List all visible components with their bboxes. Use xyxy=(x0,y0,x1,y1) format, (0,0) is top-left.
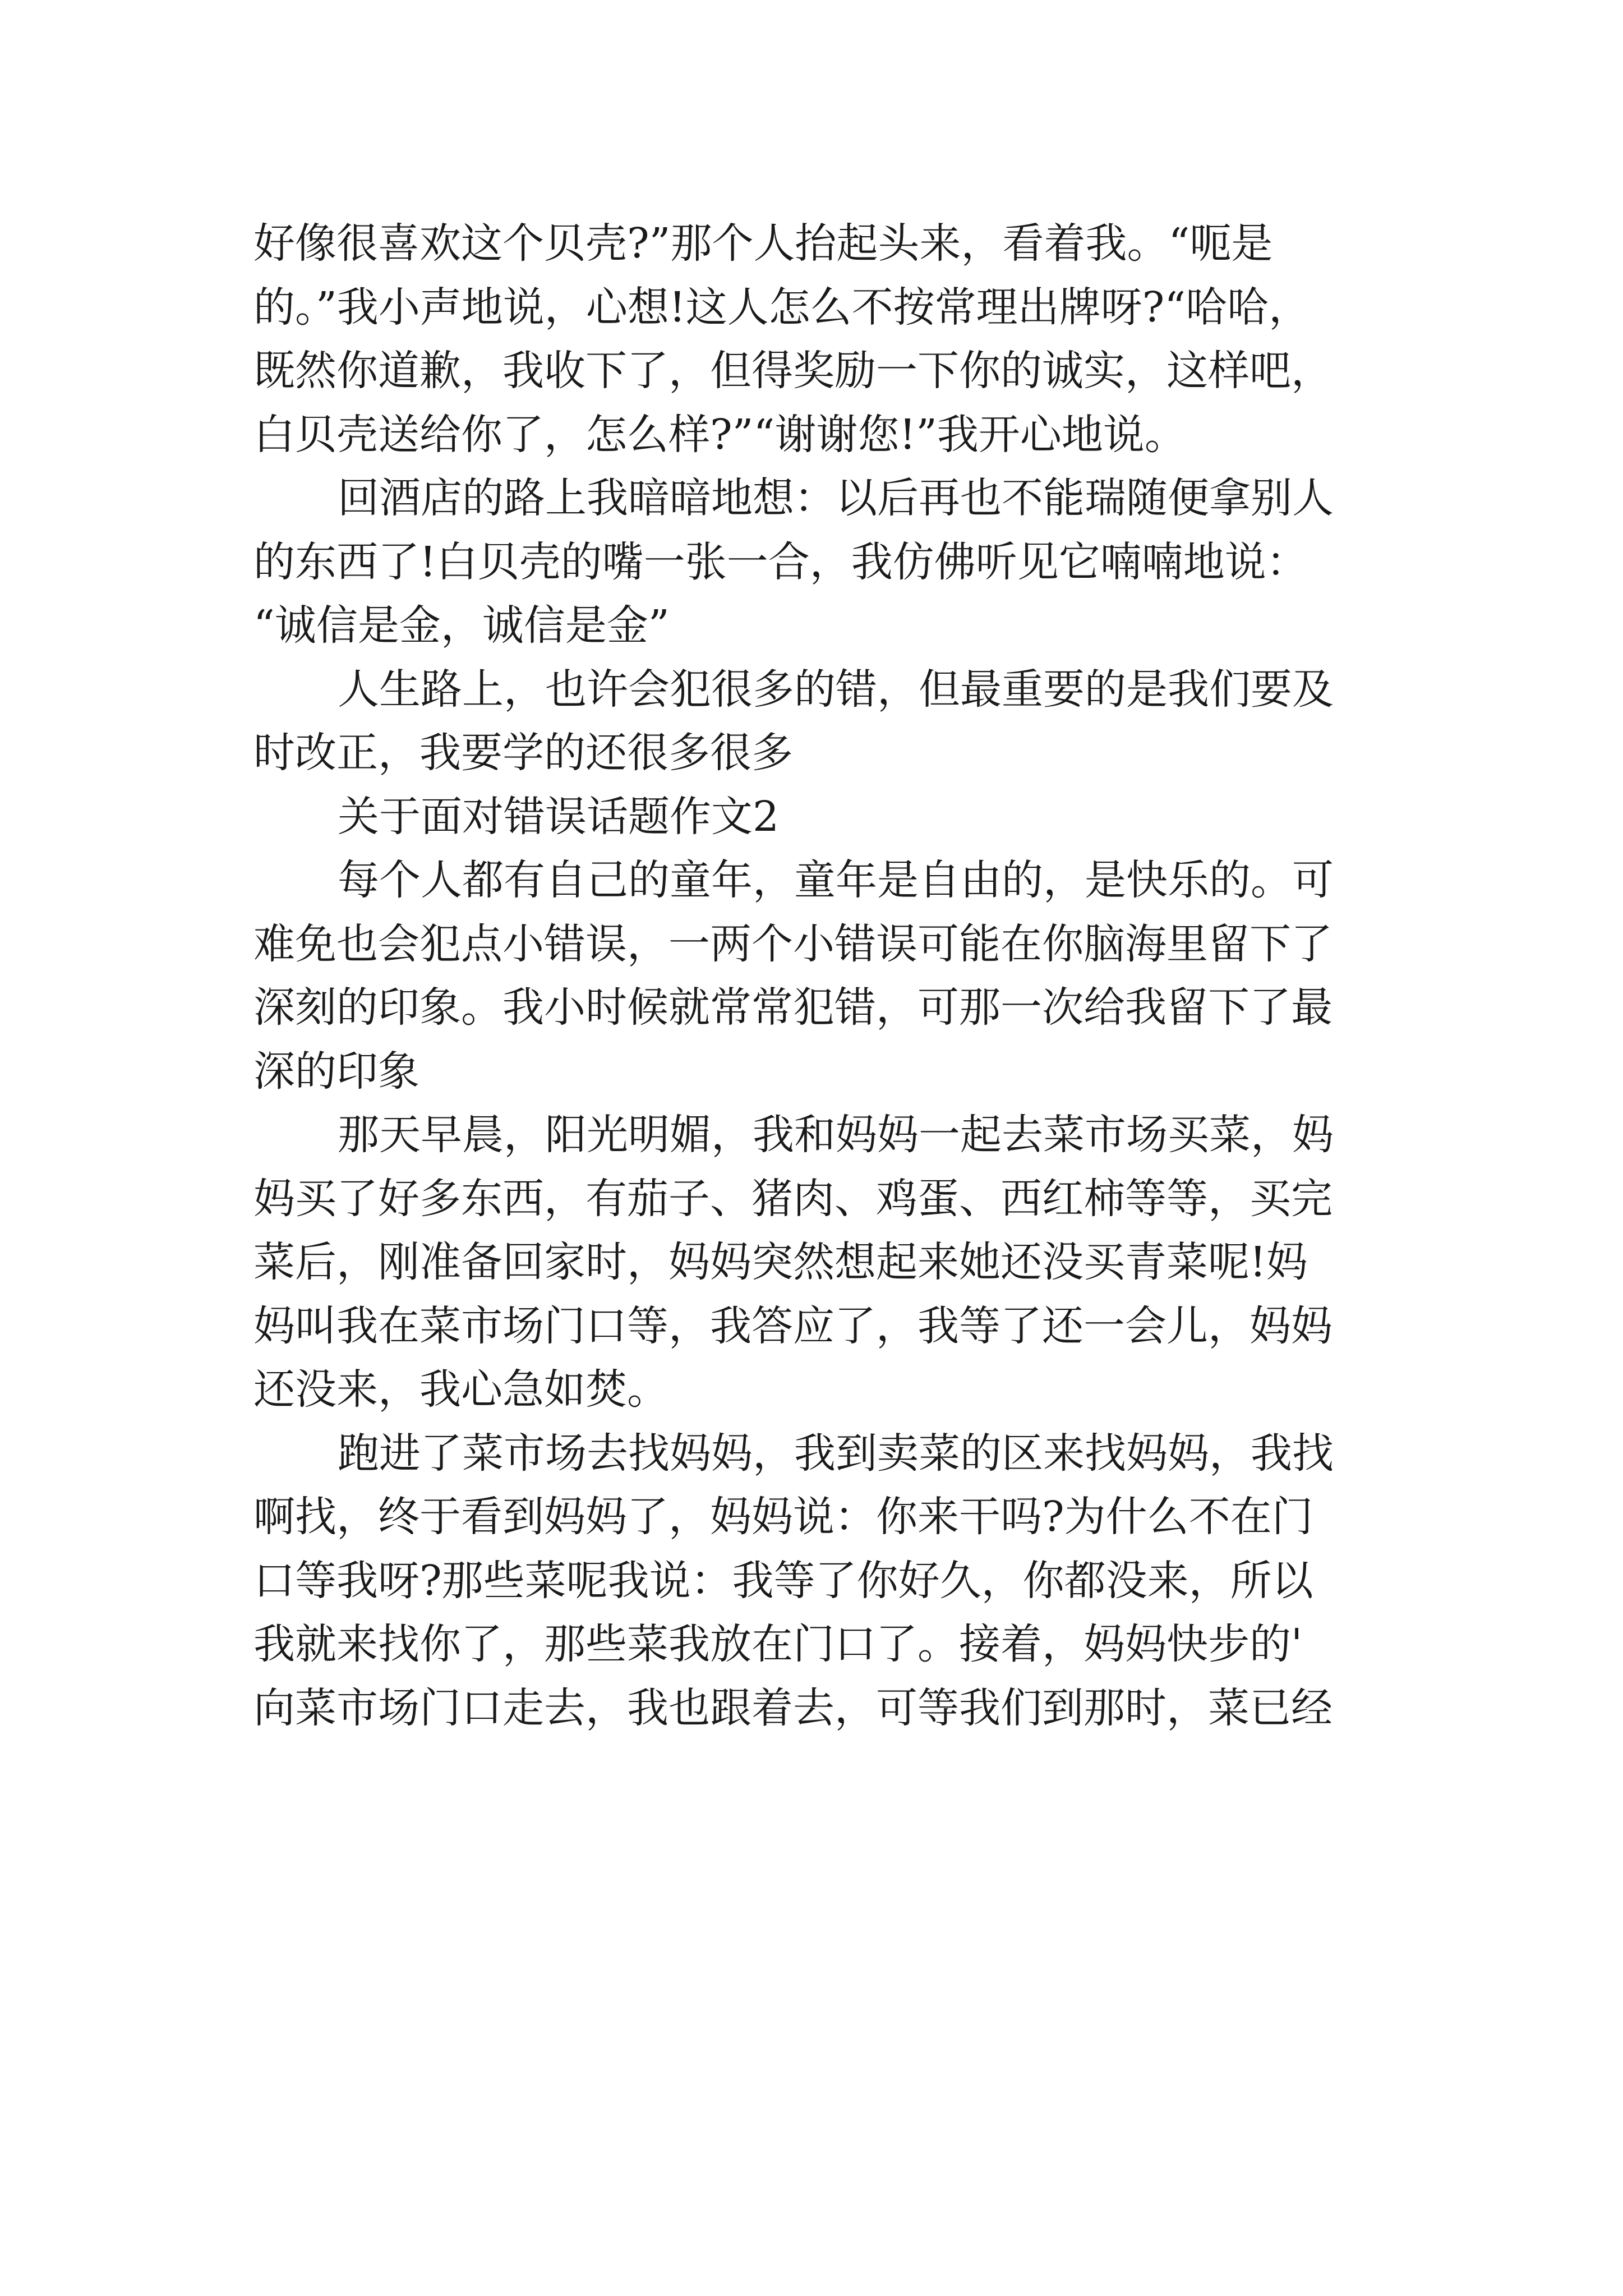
text-line: 妈买了好多东西，有茄子、猪肉、鸡蛋、西红柿等等，买完 xyxy=(253,1174,1332,1223)
text-line: 向菜市场门口走去，我也跟着去，可等我们到那时，菜已经 xyxy=(253,1683,1332,1732)
section-heading: 关于面对错误话题作文2 xyxy=(338,792,780,841)
text-line: 难免也会犯点小错误，一两个小错误可能在你脑海里留下了 xyxy=(253,919,1332,968)
text-line: 深的印象 xyxy=(253,1047,419,1096)
text-line: 妈叫我在菜市场门口等，我答应了，我等了还一会儿，妈妈 xyxy=(253,1301,1332,1350)
paragraph-start-line: 回酒店的路上我暗暗地想：以后再也不能瑞随便拿别人 xyxy=(338,474,1334,522)
text-line: 白贝壳送给你了，怎么样?”“谢谢您!”我开心地说。 xyxy=(253,410,1186,459)
text-line: 深刻的印象。我小时候就常常犯错，可那一次给我留下了最 xyxy=(253,983,1332,1032)
text-line: 的东西了!白贝壳的嘴一张一合，我仿佛听见它喃喃地说： xyxy=(253,537,1308,586)
text-line: 啊找，终于看到妈妈了，妈妈说：你来干吗?为什么不在门 xyxy=(253,1493,1313,1541)
text-line: 的。”我小声地说，心想!这人怎么不按常理出牌呀?“哈哈， xyxy=(253,283,1311,332)
text-line: 好像很喜欢这个贝壳?”那个人抬起头来，看着我。“呃是 xyxy=(253,219,1273,268)
paragraph-start-line: 跑进了菜市场去找妈妈，我到卖菜的区来找妈妈，我找 xyxy=(338,1429,1334,1478)
text-line: 既然你道歉，我收下了，但得奖励一下你的诚实，这样吧， xyxy=(253,347,1332,395)
text-line: 时改正，我要学的还很多很多 xyxy=(253,729,793,777)
paragraph-start-line: 每个人都有自己的童年，童年是自由的，是快乐的。可 xyxy=(338,856,1334,904)
text-line: “诚信是金，诚信是金” xyxy=(253,601,670,650)
body-text xyxy=(253,212,1386,1740)
text-line: 菜后，刚准备回家时，妈妈突然想起来她还没买青菜呢!妈 xyxy=(253,1238,1308,1286)
text-line: 我就来找你了，那些菜我放在门口了。接着，妈妈快步的' xyxy=(253,1620,1303,1668)
text-line: 还没来，我心急如焚。 xyxy=(253,1365,668,1414)
paragraph-start-line: 人生路上，也许会犯很多的错，但最重要的是我们要及 xyxy=(338,665,1334,714)
paragraph-start-line: 那天早晨，阳光明媚，我和妈妈一起去菜市场买菜，妈 xyxy=(338,1111,1334,1159)
text-line: 口等我呀?那些菜呢我说：我等了你好久，你都没来，所以 xyxy=(253,1556,1313,1605)
